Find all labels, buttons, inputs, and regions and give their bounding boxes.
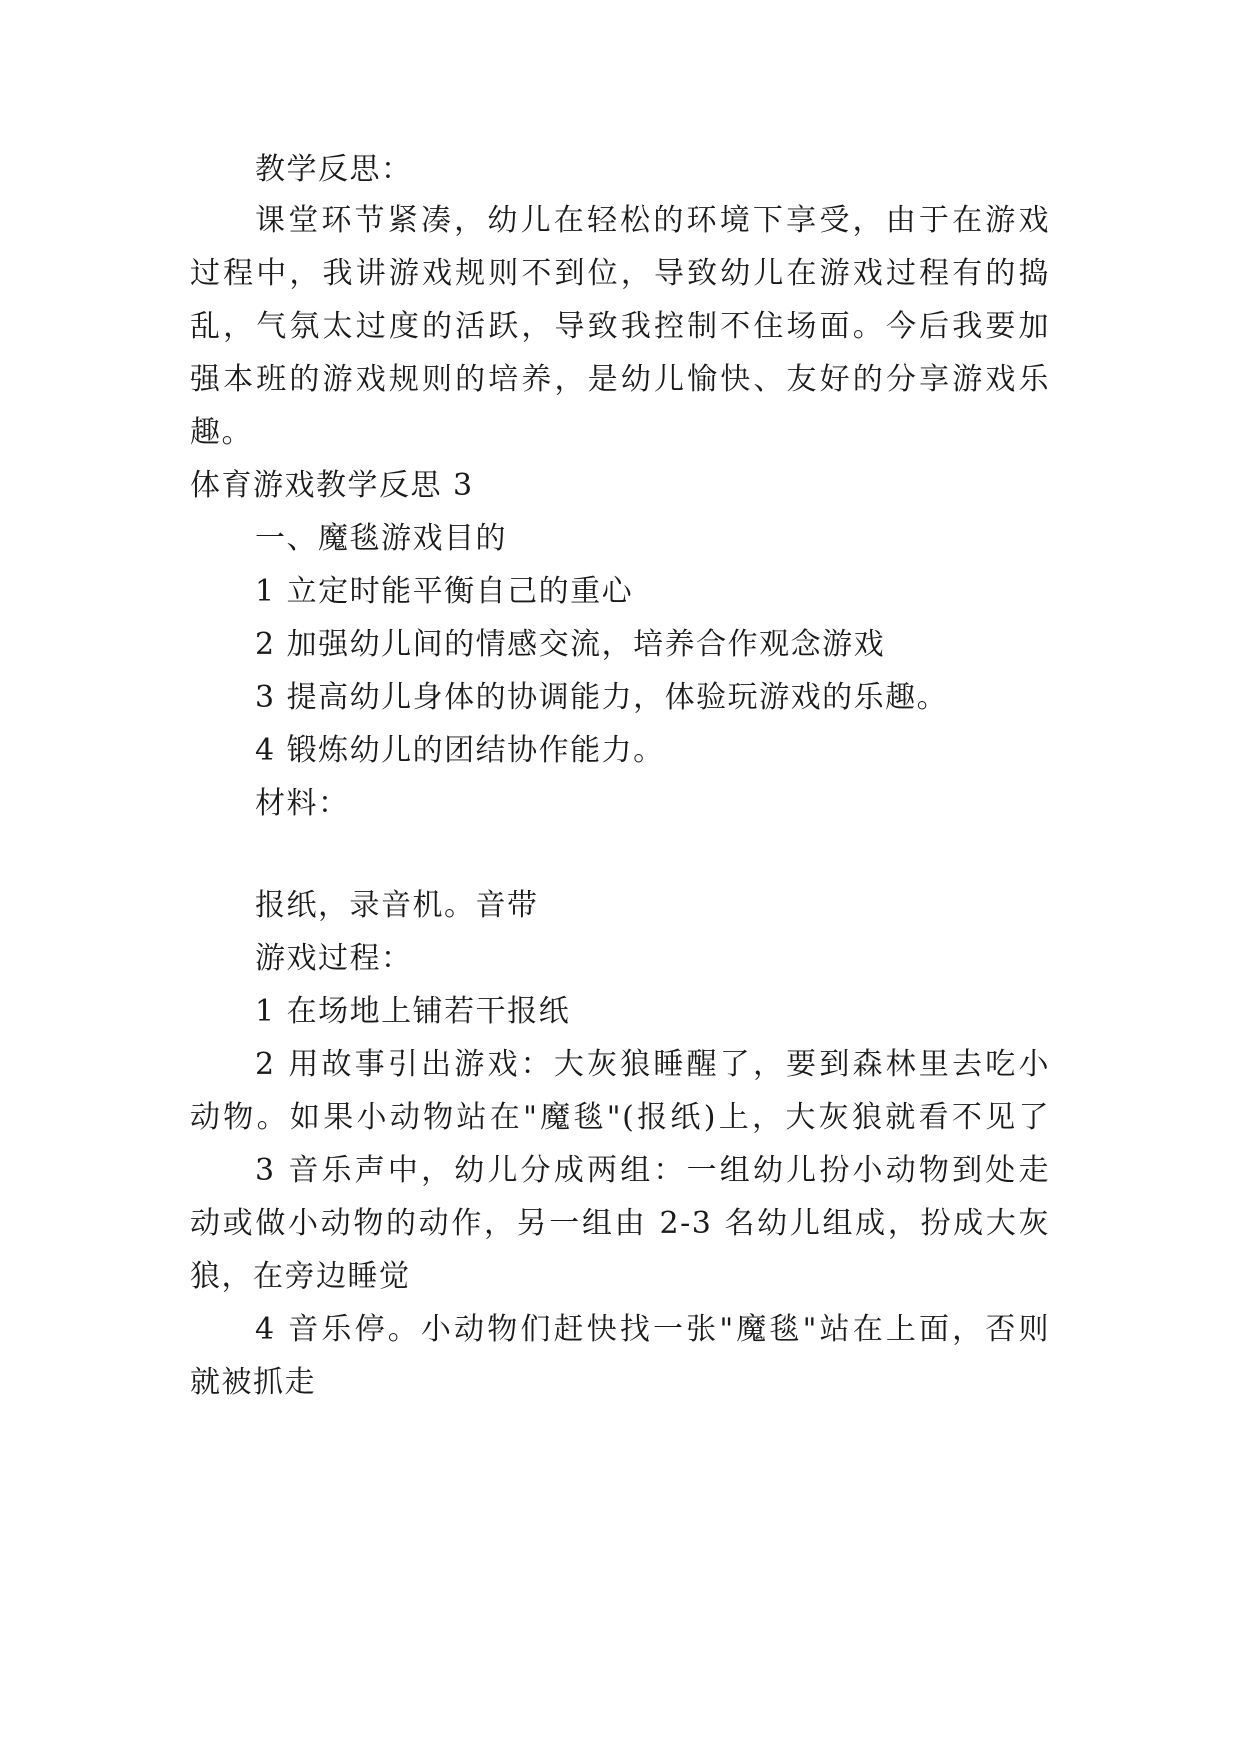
process-heading: 游戏过程： xyxy=(255,941,413,976)
goal-item: 2 加强幼儿间的情感交流，培养合作观念游戏 xyxy=(255,627,886,662)
process-step: 3 音乐声中，幼儿分成两组：一组幼儿扮小动物到处走 xyxy=(255,1153,1050,1188)
process-step: 2 用故事引出游戏：大灰狼睡醒了，要到森林里去吃小 xyxy=(255,1047,1050,1082)
process-step-line: 动物。如果小动物站在"魔毯"(报纸)上，大灰狼就看不见了 xyxy=(190,1100,1050,1135)
goal-item: 4 锻炼幼儿的团结协作能力。 xyxy=(255,733,665,768)
materials-text: 报纸，录音机。音带 xyxy=(255,888,539,923)
process-step-line: 就被抓走 xyxy=(190,1365,316,1400)
paragraph-line: 课堂环节紧凑，幼儿在轻松的环境下享受，由于在游戏 xyxy=(255,203,1050,238)
section-title: 体育游戏教学反思 3 xyxy=(190,468,474,503)
goal-item: 3 提高幼儿身体的协调能力，体验玩游戏的乐趣。 xyxy=(255,680,949,715)
process-step-line: 动或做小动物的动作，另一组由 2-3 名幼儿组成，扮成大灰 xyxy=(190,1206,1050,1241)
paragraph-line: 趣。 xyxy=(190,415,253,450)
paragraph-line: 乱，气氛太过度的活跃，导致我控制不住场面。今后我要加 xyxy=(190,309,1050,344)
process-step: 1 在场地上铺若干报纸 xyxy=(255,994,571,1029)
goal-item: 1 立定时能平衡自己的重心 xyxy=(255,574,634,609)
paragraph-line: 过程中，我讲游戏规则不到位，导致幼儿在游戏过程有的捣 xyxy=(190,256,1050,291)
paragraph-line: 强本班的游戏规则的培养，是幼儿愉快、友好的分享游戏乐 xyxy=(190,362,1050,397)
goal-heading: 一、魔毯游戏目的 xyxy=(255,521,507,556)
process-step: 4 音乐停。小动物们赶快找一张"魔毯"站在上面，否则 xyxy=(255,1312,1050,1347)
reflection-heading: 教学反思： xyxy=(255,152,413,187)
materials-heading: 材料： xyxy=(255,786,350,821)
process-step-line: 狼，在旁边睡觉 xyxy=(190,1259,411,1294)
